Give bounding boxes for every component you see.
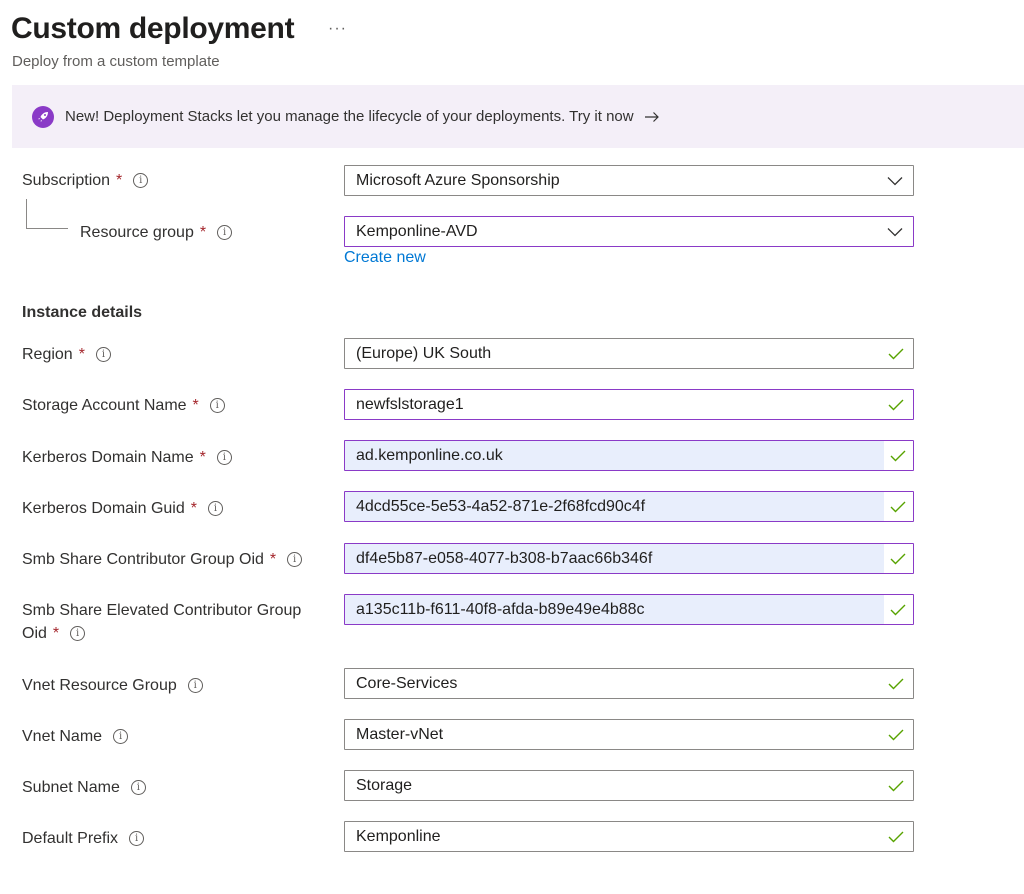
kerberos-domain-guid-input[interactable]	[344, 491, 914, 522]
checkmark-icon	[884, 595, 913, 624]
info-icon[interactable]: i	[287, 552, 302, 567]
checkmark-icon	[888, 399, 904, 411]
subscription-label	[22, 169, 148, 192]
subscription-label-text: Subscription	[22, 172, 111, 189]
page-subtitle: Deploy from a custom template	[12, 53, 220, 70]
smb-share-elevated-contributor-group-oid-value: a135c11b-f611-40f8-afda-b89e49e4b88c	[356, 600, 645, 618]
info-icon[interactable]: i	[217, 450, 232, 465]
storage-account-name-input[interactable]	[344, 389, 914, 420]
tree-connector-horizontal	[26, 228, 68, 229]
subnet-name-value: Storage	[356, 776, 413, 794]
rocket-icon	[32, 106, 54, 128]
instance-details-heading: Instance details	[22, 304, 143, 321]
info-icon[interactable]: i	[217, 225, 232, 240]
default-prefix-label	[22, 827, 144, 850]
region-value: (Europe) UK South	[356, 344, 492, 362]
smb-share-contributor-group-oid-label-text: Smb Share Contributor Group Oid	[22, 551, 264, 568]
info-icon[interactable]: i	[188, 678, 203, 693]
checkmark-icon	[888, 678, 904, 690]
default-prefix-label-text: Default Prefix	[22, 830, 119, 847]
arrow-right-icon[interactable]	[644, 111, 660, 123]
deployment-stacks-banner[interactable]	[12, 85, 1024, 148]
smb-share-elevated-contributor-group-oid-label	[22, 599, 301, 645]
more-options-button[interactable]: ···	[328, 20, 347, 37]
smb-share-elevated-label-line2: Oid	[22, 625, 47, 642]
required-marker: *	[192, 397, 199, 414]
vnet-name-label-text: Vnet Name	[22, 728, 103, 745]
resource-group-value: Kemponline-AVD	[356, 222, 478, 240]
required-marker: *	[116, 172, 123, 189]
required-marker: *	[52, 625, 60, 642]
vnet-resource-group-label	[22, 674, 203, 697]
info-icon[interactable]: i	[208, 501, 223, 516]
smb-share-elevated-label-line1: Smb Share Elevated Contributor Group	[22, 602, 302, 619]
info-icon[interactable]: i	[129, 831, 144, 846]
kerberos-domain-name-input[interactable]	[344, 440, 914, 471]
checkmark-icon	[888, 729, 904, 741]
info-icon[interactable]: i	[70, 626, 85, 641]
required-marker: *	[269, 551, 277, 568]
kerberos-domain-name-label	[22, 446, 232, 469]
subnet-name-label-text: Subnet Name	[22, 779, 120, 796]
required-marker: *	[199, 449, 206, 466]
storage-account-name-value: newfslstorage1	[356, 395, 464, 413]
storage-account-name-label	[22, 394, 225, 417]
storage-account-name-label-text: Storage Account Name	[22, 397, 187, 414]
subnet-name-label	[22, 776, 146, 799]
kerberos-domain-guid-label	[22, 497, 223, 520]
checkmark-icon	[884, 544, 913, 573]
vnet-name-input[interactable]	[344, 719, 914, 750]
chevron-down-icon	[887, 227, 903, 237]
vnet-name-label	[22, 725, 128, 748]
vnet-resource-group-value: Core-Services	[356, 674, 458, 692]
kerberos-domain-name-value: ad.kemponline.co.uk	[356, 446, 503, 464]
checkmark-icon	[888, 780, 904, 792]
kerberos-domain-guid-label-text: Kerberos Domain Guid	[22, 500, 185, 517]
info-icon[interactable]: i	[96, 347, 111, 362]
chevron-down-icon	[887, 176, 903, 186]
checkmark-icon	[884, 441, 913, 470]
vnet-resource-group-input[interactable]	[344, 668, 914, 699]
default-prefix-input[interactable]	[344, 821, 914, 852]
resource-group-dropdown[interactable]	[344, 216, 914, 247]
resource-group-label-text: Resource group	[80, 224, 194, 241]
page-title: Custom deployment	[11, 12, 295, 45]
kerberos-domain-guid-value: 4dcd55ce-5e53-4a52-871e-2f68fcd90c4f	[356, 497, 646, 515]
required-marker: *	[78, 346, 85, 363]
info-icon[interactable]: i	[131, 780, 146, 795]
smb-share-contributor-group-oid-input[interactable]	[344, 543, 914, 574]
info-icon[interactable]: i	[210, 398, 225, 413]
vnet-resource-group-label-text: Vnet Resource Group	[22, 677, 177, 694]
vnet-name-value: Master-vNet	[356, 725, 444, 743]
info-icon[interactable]: i	[113, 729, 128, 744]
banner-text: New! Deployment Stacks let you manage the lifecycle of your deployments. Try it now	[65, 108, 634, 125]
tree-connector-vertical	[26, 199, 27, 228]
region-dropdown[interactable]	[344, 338, 914, 369]
subnet-name-input[interactable]	[344, 770, 914, 801]
create-new-link[interactable]: Create new	[344, 249, 426, 266]
region-label-text: Region	[22, 346, 73, 363]
required-marker: *	[190, 500, 197, 517]
subscription-value: Microsoft Azure Sponsorship	[356, 171, 560, 189]
smb-share-elevated-contributor-group-oid-input[interactable]	[344, 594, 914, 625]
subscription-dropdown[interactable]	[344, 165, 914, 196]
default-prefix-value: Kemponline	[356, 827, 441, 845]
resource-group-label	[80, 221, 232, 244]
smb-share-contributor-group-oid-label	[22, 548, 302, 571]
region-label	[22, 343, 111, 366]
required-marker: *	[199, 224, 207, 241]
checkmark-icon	[888, 831, 904, 843]
checkmark-icon	[884, 492, 913, 521]
checkmark-icon	[888, 348, 904, 360]
info-icon[interactable]: i	[133, 173, 148, 188]
kerberos-domain-name-label-text: Kerberos Domain Name	[22, 449, 194, 466]
smb-share-contributor-group-oid-value: df4e5b87-e058-4077-b308-b7aac66b346f	[356, 549, 653, 567]
